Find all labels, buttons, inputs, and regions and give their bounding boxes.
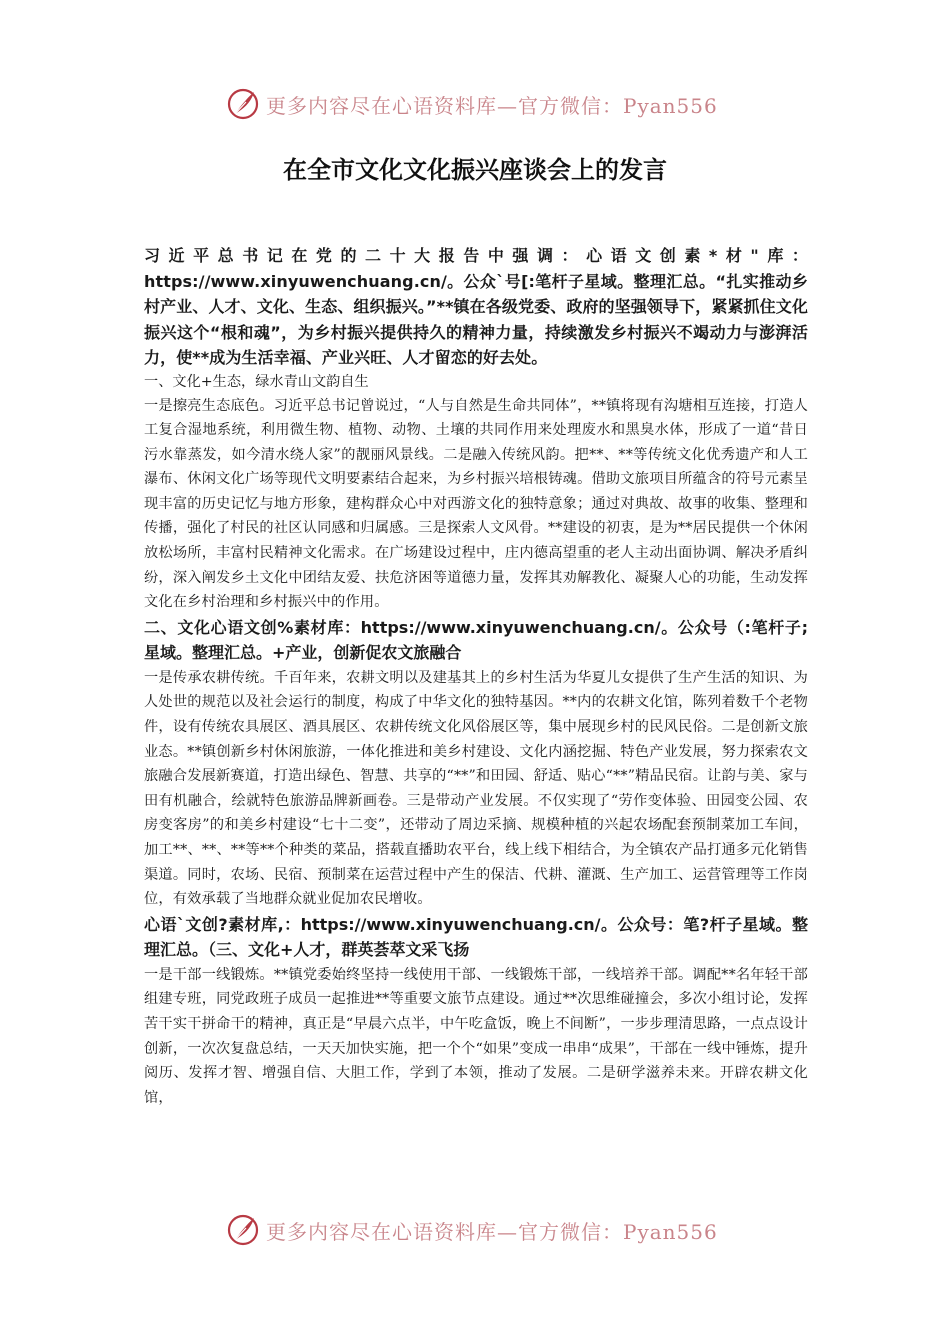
intro-paragraph: 习近平总书记在党的二十大报告中强调：心语文创素*材"库：https://www.xinyuwenchuang.cn/。公众`号[:笔杆子星域。整理汇总。“扎实推动乡村产业、人才、文化、生态、组织振兴。”**镇在各级党委、政府的坚强领导下，紧紧抓住文化振兴这个“根和魂”，为乡村振兴提供持久的精神力量，持续激发乡村振兴不竭动力与澎湃活力，使**成为生活幸福、产业兴旺、人才留恋的好去处。 [144, 246, 808, 367]
header-watermark-banner [226, 84, 718, 124]
document-body [144, 243, 808, 1110]
watermark-text: 更多内容尽在心语资料库—官方微信：Pyan556 [266, 1219, 718, 1244]
section-body-3: 一是干部一线锻炼。**镇党委始终坚持一线使用干部、一线锻炼干部，一线培养干部。调配**名年轻干部组建专班，同党政班子成员一起推进**等重要文旅节点建设。通过**次思维碰撞会，多次小组讨论，发挥苦干实干拼命干的精神，真正是“早晨六点半，中午吃盒饭，晚上不间断”，一步步理清思路，一点点设计创新，一次次复盘总结，一天天加快实施，把一个个“如果”变成一串串“成果”，干部在一线中锤炼，提升阅历、发挥才智、增强自信、大胆工作，学到了本领，推动了发展。二是研学滋养未来。开辟农耕文化馆， [144, 966, 808, 1106]
watermark-text: 更多内容尽在心语资料库—官方微信：Pyan556 [266, 93, 718, 118]
section-body-2: 一是传承农耕传统。千百年来，农耕文明以及建基其上的乡村生活为华夏儿女提供了生产生活的知识、为人处世的规范以及社会运行的制度，构成了中华文化的独特基因。**内的农耕文化馆，陈列着数千个老物件，设有传统农具展区、酒具展区、农耕传统文化风俗展区等，集中展现乡村的民风民俗。二是创新文旅业态。**镇创新乡村休闲旅游，一体化推进和美乡村建设、文化内涵挖掘、特色产业发展，努力探索农文旅融合发展新赛道，打造出绿色、智慧、共享的“**”和田园、舒适、贴心“**”精品民宿。让韵与美、家与田有机融合，绘就特色旅游品牌新画卷。三是带动产业发展。不仅实现了“劳作变体验、田园变公园、农房变客房”的和美乡村建设“七十二变”，还带动了周边采摘、规模种植的兴起农场配套预制菜加工车间，加工**、**、**等**个种类的菜品，搭载直播助农平台，线上线下相结合，为全镇农产品打通多元化销售渠道。同时，农场、民宿、预制菜在运营过程中产生的保洁、代耕、灌溉、生产加工、运营管理等工作岗位，有效承载了当地群众就业促加农民增收。 [144, 669, 808, 908]
feather-pen-circle-icon [226, 1213, 260, 1247]
footer-watermark-banner [226, 1210, 718, 1250]
section-heading-3: 心语`文创?素材库,：https://www.xinyuwenchuang.cn/。公众号：笔?杆子星域。整理汇总。（三、文化+人才，群英荟萃文采飞扬 [144, 914, 808, 960]
feather-pen-circle-icon [226, 87, 260, 121]
section-heading-1: 一、文化+生态，绿水青山文韵自生 [144, 373, 369, 390]
document-title: 在全市文化文化振兴座谈会上的发言 [283, 156, 667, 184]
section-body-1: 一是擦亮生态底色。习近平总书记曾说过，“人与自然是生命共同体”，**镇将现有沟塘相互连接，打造人工复合湿地系统，利用微生物、植物、动物、土壤的共同作用来处理废水和黑臭水体，形成了一道“昔日污水靠蒸发，如今清水绕人家”的靓丽风景线。二是融入传统风韵。把**、**等传统文化优秀遗产和人工瀑布、休闲文化广场等现代文明要素结合起来，为乡村振兴培根铸魂。借助文旅项目所蕴含的符号元素呈现丰富的历史记忆与地方形象，建构群众心中对西游文化的独特意象；通过对典故、故事的收集、整理和传播，强化了村民的社区认同感和归属感。三是探索人文风骨。**建设的初衷，是为**居民提供一个休闲放松场所，丰富村民精神文化需求。在广场建设过程中，庄内德高望重的老人主动出面协调、解决矛盾纠纷，深入阐发乡土文化中团结友爱、扶危济困等道德力量，发挥其劝解教化、凝聚人心的功能，生动发挥文化在乡村治理和乡村振兴中的作用。 [144, 397, 808, 611]
section-heading-2: 二、文化心语文创%素材库：https://www.xinyuwenchuang.cn/。公众号（:笔杆子;星域。整理汇总。+产业，创新促农文旅融合 [144, 617, 808, 663]
